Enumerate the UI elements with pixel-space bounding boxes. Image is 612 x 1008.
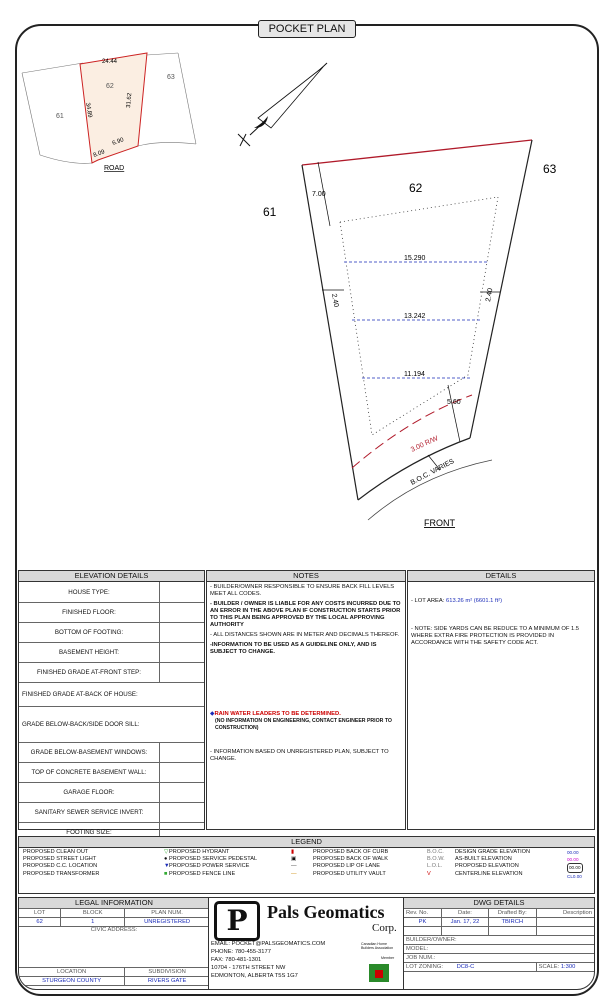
north-arrow-icon: [238, 63, 327, 146]
elevation-label-bottom-of-footing: BOTTOM OF FOOTING:: [19, 622, 160, 642]
elevation-row-garage-floor: [19, 782, 204, 803]
right-side-dim: 2.40: [485, 287, 495, 303]
legal-title: LEGAL INFORMATION: [19, 898, 209, 909]
location-header: LOCATION: [19, 968, 125, 977]
elevation-details: [18, 570, 205, 836]
legend-col-2-symbols: [291, 849, 297, 878]
lot-63-label: 63: [543, 162, 557, 176]
clean-out-icon: ▽: [164, 849, 169, 855]
scale-value: 1:300: [560, 964, 576, 970]
company-email: EMAIL: POCKET@PALSGEOMATICS.COM: [211, 941, 326, 947]
elevation-label-grade-back-of-house: FINISHED GRADE AT-BACK OF HOUSE:: [22, 690, 138, 698]
elevation-row-grade-door-sill: [19, 706, 204, 743]
elevation-label-sanitary-invert: SANITARY SEWER SERVICE INVERT:: [19, 802, 160, 822]
company-corp: Corp.: [372, 922, 397, 934]
elevation-row-house-type: [19, 582, 204, 603]
legend-col-4: [455, 849, 530, 878]
block-value: 1: [61, 918, 125, 927]
legend-utility-vault: PROPOSED UTILITY VAULT: [313, 870, 386, 877]
note-2: - BUILDER / OWNER IS LIABLE FOR ANY COSTS INCURRED DUE TO AN ERROR IN THE ABOVE PLAN IF CONSTRUCTION STARTS PRIOR TO THIS PLAN BEING APPROVED BY THE LOCAL APPROVING AUTHORITY: [210, 601, 401, 628]
note-1: - BUILDER/OWNER RESPONSIBLE TO ENSURE BACK FILL LEVELS MEET ALL CODES.: [210, 584, 395, 597]
cc-location-icon: ▼: [164, 863, 170, 870]
proposed-elevation-symbol: 00.00: [567, 863, 583, 872]
legend-as-built: AS-BUILT ELEVATION: [455, 856, 512, 863]
front-label: FRONT: [424, 518, 455, 528]
transformer-icon: ■: [164, 870, 168, 877]
legend-service-pedestal: PROPOSED SERVICE PEDESTAL: [169, 856, 258, 863]
legend-back-of-walk: PROPOSED BACK OF WALK: [313, 856, 389, 863]
left-side-dim: 2.40: [330, 293, 340, 308]
description-value: [536, 918, 594, 927]
legend-col-1: [23, 849, 99, 878]
company-fax: FAX: 780-481-1301: [211, 957, 262, 963]
subdivision-value: RIVERS GATE: [125, 977, 210, 986]
date-value: Jan. 17, 22: [441, 918, 488, 927]
legal-information: [18, 897, 210, 990]
width-dim-3: 11.194: [404, 371, 425, 378]
chba-association-text: Canadian Home Builders Association: [361, 942, 394, 951]
elevation-title: ELEVATION DETAILS: [19, 571, 204, 582]
chba-member-text: Member: [381, 956, 395, 960]
service-pedestal-icon: ▣: [291, 856, 297, 863]
elevation-row-top-of-basement-wall: [19, 762, 204, 783]
plan-num-header: PLAN NUM.: [125, 909, 210, 918]
dwg-details: [403, 897, 595, 990]
lot-area-label: - LOT AREA:: [411, 598, 445, 604]
key-dim-left: 34.89: [84, 102, 93, 119]
details-title: DETAILS: [408, 571, 594, 582]
right-of-way-label: 3.00 R/W: [409, 435, 440, 454]
elevation-row-grade-front-step: [19, 662, 204, 683]
legend-section: [18, 836, 595, 894]
builder-owner-label: BUILDER/OWNER:: [404, 936, 595, 945]
lot-zoning-label: LOT ZONING:: [406, 964, 443, 970]
side-yard-note: - NOTE: SIDE YARDS CAN BE REDUCE TO A MINIMUM OF 1.5 WHERE EXTRA FIRE PROTECTION IS PROVIDED IN ACCORDANCE WITH THE SAFETY CODE ACT.: [411, 626, 580, 646]
elevation-label-finished-floor: FINISHED FLOOR:: [19, 602, 160, 622]
elevation-row-grade-basement-windows: [19, 742, 204, 763]
lot-area-value: 613.26 m² (6601.1 ft²): [446, 598, 503, 604]
key-road-label: ROAD: [104, 165, 125, 172]
elevation-label-grade-front-step: FINISHED GRADE AT-FRONT STEP:: [19, 662, 160, 682]
width-dim-1: 15.290: [404, 255, 426, 262]
lot-header: LOT: [19, 909, 61, 918]
legend-lip-of-lane: PROPOSED LIP OF LANE: [313, 863, 381, 870]
utility-vault-icon: V: [427, 870, 431, 877]
chba-logo-icon: [357, 942, 401, 986]
description-header: Description: [536, 909, 594, 918]
legend-transformer: PROPOSED TRANSFORMER: [23, 870, 100, 877]
elevation-label-garage-floor: GARAGE FLOOR:: [19, 782, 160, 802]
details-section: [407, 570, 595, 830]
lot-zoning-value: DC8-C: [456, 964, 475, 970]
elevation-row-sanitary-invert: [19, 802, 204, 823]
key-dim-front-b: 8.09: [92, 149, 106, 159]
location-value: STURGEON COUNTY: [19, 977, 125, 986]
legend-col-2: [169, 849, 257, 878]
legend-hydrant: PROPOSED HYDRANT: [169, 849, 230, 855]
note-6: (NO INFORMATION ON ENGINEERING, CONTACT ENGINEER PRIOR TO CONSTRUCTION): [215, 718, 392, 731]
design-grade-symbol: 00.00: [567, 850, 579, 855]
legend-back-of-curb: PROPOSED BACK OF CURB: [313, 849, 389, 855]
date-header: Date:: [441, 909, 488, 918]
note-5: RAIN WATER LEADERS TO BE DETERMINED.: [214, 711, 341, 717]
width-dim-2: 13.242: [404, 313, 426, 320]
key-lot-62: 62: [106, 83, 114, 90]
centerline-symbol: CL0.00: [567, 873, 582, 879]
legend-proposed-elevation: PROPOSED ELEVATION: [455, 863, 519, 870]
elevation-row-bottom-of-footing: [19, 622, 204, 643]
plan-num-value: UNREGISTERED: [125, 918, 210, 927]
legend-col-3: [313, 849, 388, 878]
legend-centerline: CENTERLINE ELEVATION: [455, 870, 523, 877]
key-lot-61: 61: [56, 113, 64, 120]
rear-setback-dim: 7.00: [312, 191, 326, 198]
key-dim-front-a: 6.90: [111, 137, 125, 147]
elevation-row-grade-back-of-house: [19, 682, 204, 707]
legend-cc-location: PROPOSED C.C. LOCATION: [23, 863, 98, 870]
note-3: - ALL DISTANCES SHOWN ARE IN METER AND DECIMALS THEREOF.: [210, 632, 399, 638]
boc-label: B.O.C. VARIES: [409, 457, 456, 487]
bow-abbr: B.O.W.: [427, 856, 445, 863]
drafted-by-value: TBIRCH: [489, 918, 537, 927]
company-block: [208, 897, 405, 990]
fence-line-icon: —: [291, 870, 297, 877]
company-phone: PHONE: 780-455-3177: [211, 949, 271, 955]
key-plan: [22, 53, 196, 172]
legend-col-4-symbols: [567, 849, 583, 880]
lol-abbr: L.O.L.: [427, 863, 443, 870]
notes-title: NOTES: [207, 571, 405, 582]
elevation-row-basement-height: [19, 642, 204, 663]
elevation-label-house-type: HOUSE TYPE:: [19, 582, 160, 602]
legend-col-3-abbr: [427, 849, 445, 878]
elevation-label-grade-door-sill: GRADE BELOW-BACK/SIDE DOOR SILL:: [22, 720, 140, 728]
front-setback-dim: 5.60: [447, 399, 461, 406]
elevation-label-footing-size: FOOTING SIZE:: [19, 823, 160, 842]
key-dim-right: 31.62: [126, 92, 134, 109]
legend-title: LEGEND: [19, 837, 594, 848]
company-address-1: 10704 - 176TH STREET NW: [211, 965, 286, 971]
notes-section: [206, 570, 406, 830]
hydrant-icon: ▮: [291, 849, 295, 855]
drafted-by-header: Drafted By:: [489, 909, 537, 918]
lot-boundary: [302, 140, 532, 520]
note-4: -INFORMATION TO BE USED AS A GUIDELINE ONLY, AND IS SUBJECT TO CHANGE.: [210, 642, 377, 655]
legend-street-light: PROPOSED STREET LIGHT: [23, 856, 97, 863]
street-light-icon: ●: [164, 856, 168, 863]
key-dim-rear: 24.44: [102, 59, 118, 65]
note-7: - INFORMATION BASED ON UNREGISTERED PLAN, SUBJECT TO CHANGE.: [210, 749, 389, 762]
rev-no-header: Rev. No.: [404, 909, 442, 918]
company-logo-icon: P: [214, 901, 260, 941]
lot-62-label: 62: [409, 181, 423, 195]
rev-no-value: PK: [404, 918, 442, 927]
legend-fence-line: PROPOSED FENCE LINE: [169, 870, 236, 877]
block-header: BLOCK: [61, 909, 125, 918]
elevation-label-grade-basement-windows: GRADE BELOW-BASEMENT WINDOWS:: [19, 742, 160, 762]
legend-design-grade: DESIGN GRADE ELEVATION: [455, 849, 531, 855]
civic-address-label: CIVIC ADDRESS:: [19, 927, 210, 968]
rain-drop-icon: ◆: [210, 711, 215, 717]
legend-power-service: PROPOSED POWER SERVICE: [169, 863, 250, 870]
page-title: POCKET PLAN: [258, 20, 356, 38]
dwg-title: DWG DETAILS: [404, 898, 594, 909]
scale-label: SCALE:: [538, 964, 560, 970]
model-label: MODEL:: [404, 945, 595, 954]
elevation-row-finished-floor: [19, 602, 204, 623]
as-built-symbol: 00.00: [567, 857, 579, 863]
boc-abbr: B.O.C.: [427, 849, 444, 855]
legend-clean-out: PROPOSED CLEAN OUT: [23, 849, 89, 855]
key-lot-63: 63: [167, 74, 175, 81]
lot-value: 62: [19, 918, 61, 927]
power-service-icon: —: [291, 863, 297, 870]
lot-61-label: 61: [263, 205, 277, 219]
company-name: Pals Geomatics: [267, 902, 385, 922]
elevation-label-top-of-basement-wall: TOP OF CONCRETE BASEMENT WALL:: [19, 762, 160, 782]
subdivision-header: SUBDIVISION: [125, 968, 210, 977]
elevation-label-basement-height: BASEMENT HEIGHT:: [19, 642, 160, 662]
job-num-label: JOB NUM.:: [404, 954, 595, 963]
company-address-2: EDMONTON, ALBERTA T5S 1G7: [211, 973, 298, 979]
